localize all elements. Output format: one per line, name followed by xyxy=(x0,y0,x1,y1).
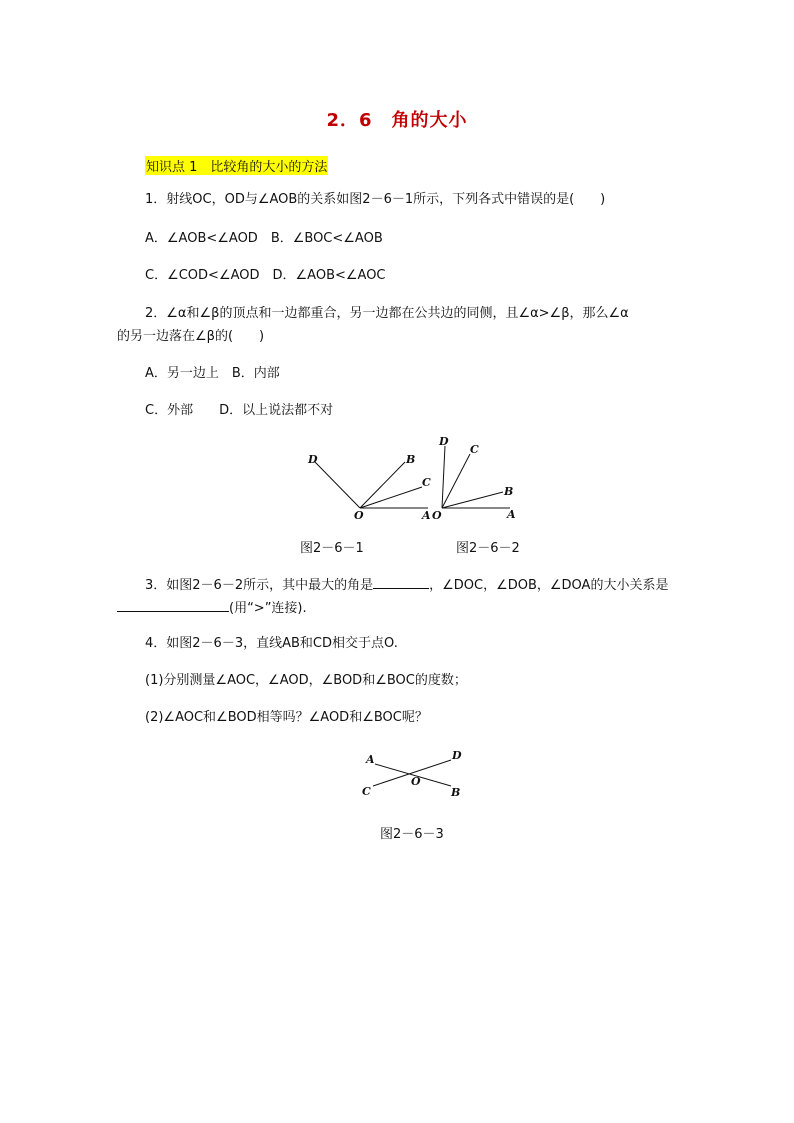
q2-options-cd: C．外部 D．以上说法都不对 xyxy=(145,403,334,418)
label-a: A xyxy=(422,509,431,522)
figure-2-6-1 xyxy=(307,453,431,522)
label-c: C xyxy=(422,476,431,489)
page-title: 2．6 角的大小 xyxy=(326,110,468,131)
label-o: O xyxy=(354,509,364,522)
q3-text-part3: (用“>”连接). xyxy=(229,601,307,616)
figure-2-6-2 xyxy=(432,435,516,522)
label-b-2: B xyxy=(504,485,514,498)
q3-blank-order[interactable] xyxy=(117,597,229,612)
ray-od-2 xyxy=(442,446,445,508)
figure-2-6-3 xyxy=(355,744,465,800)
label-b-3: B xyxy=(451,786,461,799)
label-d-2: D xyxy=(439,435,449,448)
q2-stem-line2: 的另一边落在∠β的( ) xyxy=(117,329,265,344)
ray-ob-2 xyxy=(442,492,503,508)
q3-blank-largest-angle[interactable] xyxy=(373,574,429,589)
label-c-3: C xyxy=(362,785,371,798)
q3-text-part2: ，∠DOC，∠DOB，∠DOA的大小关系是 xyxy=(429,578,669,593)
figure-2-6-1-caption: 图2－6－1 xyxy=(300,541,364,556)
label-o-2: O xyxy=(432,509,442,522)
label-a-3: A xyxy=(366,753,375,766)
q4-stem: 4．如图2－6－3，直线AB和CD相交于点O. xyxy=(145,636,398,651)
label-d: D xyxy=(308,453,318,466)
q1-options-ab: A．∠AOB<∠AOD B．∠BOC<∠AOB xyxy=(145,231,383,246)
ray-oc-2 xyxy=(442,454,470,508)
knowledge-point-heading: 知识点 1 比较角的大小的方法 xyxy=(145,156,328,175)
figure-2-6-3-caption: 图2－6－3 xyxy=(380,827,444,842)
q2-stem-line1: 2．∠α和∠β的顶点和一边都重合，另一边都在公共边的同侧，且∠α>∠β，那么∠α xyxy=(145,306,629,321)
figure-2-6-2-caption: 图2－6－2 xyxy=(456,541,520,556)
label-c-2: C xyxy=(470,443,479,456)
q3-line1 xyxy=(145,574,668,595)
q4-sub1: (1)分别测量∠AOC，∠AOD，∠BOD和∠BOC的度数； xyxy=(145,673,467,688)
q1-options-cd: C．∠COD<∠AOD D．∠AOB<∠AOC xyxy=(145,268,386,283)
label-b: B xyxy=(406,453,416,466)
q4-sub2: (2)∠AOC和∠BOD相等吗？∠AOD和∠BOC呢？ xyxy=(145,710,428,725)
ray-ob xyxy=(360,462,405,508)
ray-oc xyxy=(360,487,422,508)
q1-stem: 1．射线OC，OD与∠AOB的关系如图2－6－1所示，下列各式中错误的是( ) xyxy=(145,192,606,207)
q2-options-ab: A．另一边上 B．内部 xyxy=(145,366,280,381)
q3-line2 xyxy=(117,597,307,618)
label-d-3: D xyxy=(452,749,462,762)
figure-2-6-1-and-2-6-2 xyxy=(300,432,530,524)
q3-text-part1: 3．如图2－6－2所示，其中最大的角是 xyxy=(145,578,374,593)
ray-od xyxy=(315,462,360,508)
label-o-3: O xyxy=(411,775,421,788)
label-a-2: A xyxy=(507,508,516,521)
